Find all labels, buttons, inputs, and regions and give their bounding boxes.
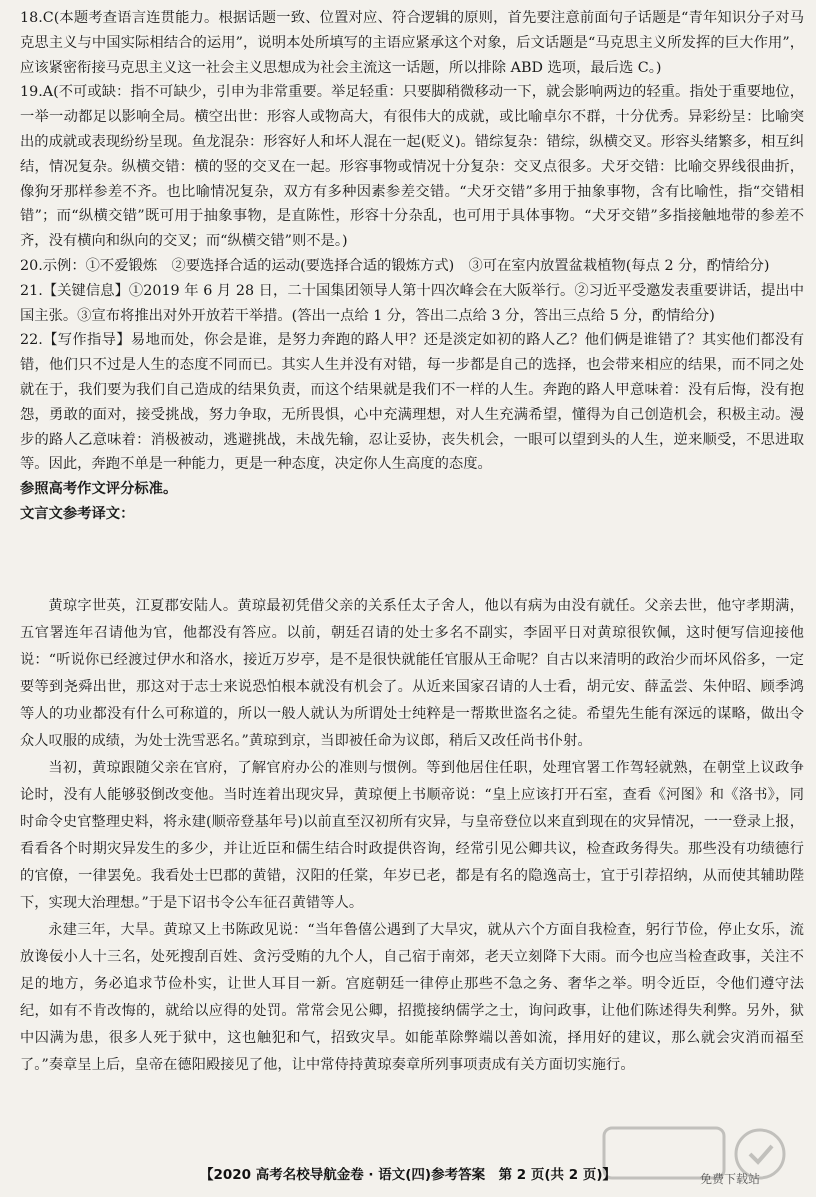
- answer-text: C(本题考查语言连贯能力。根据话题一致、位置对应、符合逻辑的原则，首先要注意前面句子话题是“青年知识分子对马克思主义与中国实际相结合的运用”，说明本处所填写的主语应紧承这个对象，后文话题是“马克思主义所发挥的巨大作用”，应该紧密衔接马克思主义这一社会主义思想成为社会主流这一话题，所以排除 ABD 选项，最后选 C。): [20, 10, 804, 76]
- answer-item: [20, 6, 804, 80]
- answer-text: A(不可或缺：指不可缺少，引申为非常重要。举足轻重：只要脚稍微移动一下，就会影响两边的轻重。指处于重要地位，一举一动都足以影响全局。横空出世：形容人或物高大，有很伟大的成就，或比喻卓尔不群，十分优秀。异彩纷呈：比喻突出的成就或表现纷纷呈现。鱼龙混杂：形容好人和坏人混在一起(贬义)。错综复杂：错综，纵横交叉。形容头绪繁多，相互纠结，情况复杂。纵横交错：横的竖的交叉在一起。形容事物或情况十分复杂：交叉点很多。犬牙交错：比喻交界线很曲折，像狗牙那样参差不齐。也比喻情况复杂，双方有多种因素参差交错。“犬牙交错”多用于抽象事物，含有比喻性，指“交错相错”；而“纵横交错”既可用于抽象事物，是直陈性，形容十分杂乱，也可用于具体事物。“犬牙交错”多指接触地带的参差不齐，没有横向和纵向的交叉；而“纵横交错”则不是。): [20, 84, 804, 250]
- answer-item: [20, 328, 804, 477]
- translation-paragraph: 当初，黄琼跟随父亲在官府，了解官府办公的准则与惯例。等到他居住任职，处理官署工作驾轻就熟，在朝堂上议政争论时，没有人能够驳倒改变他。当时连着出现灾异，黄琼便上书顺帝说：“皇上应该打开石室，查看《河图》和《洛书》，同时命令史官整理史料，将永建(顺帝登基年号)以前直至汉初所有灾异，与皇帝登位以来直到现在的灾异情况，一一登录上报，看看各个时期灾异发生的多少，并让近臣和儒生结合时政提供咨询，经常引见公卿共议，检查政务得失。那些没有功绩德行的官僚，一律罢免。我看处士巴郡的黄错，汉阳的任棠，年岁已老，都是有名的隐逸高士，宜于引荐招纳，从而使其辅助陛下，实现大治理想。”于是下诏书令公车征召黄错等人。: [20, 760, 804, 911]
- translation-heading: 文言文参考译文：: [20, 505, 135, 522]
- answer-number: 21.: [20, 282, 43, 299]
- page-footer: 【2020 高考名校导航金卷 · 语文(四)参考答案 第 2 页(共 2 页)】: [199, 1167, 617, 1183]
- answer-text: 【关键信息】①2019 年 6 月 28 日，二十国集团领导人第十四次峰会在大阪举行。②习近平受邀发表重要讲话，提出中国主张。③宣布将推出对外开放若干举措。(答出一点给 1 分，答出二点给 3 分，答出三点给 5 分，酌情给分): [20, 282, 804, 324]
- answer-list: [20, 6, 804, 527]
- translation-paragraph: 黄琼字世英，江夏郡安陆人。黄琼最初凭借父亲的关系任太子舍人，他以有病为由没有就任。父亲去世，他守孝期满，五官署连年召请他为官，他都没有答应。以前，朝廷召请的处士多名不副实，李固平日对黄琼很钦佩，这时便写信迎接他说：“听说你已经渡过伊水和洛水，接近万岁亭，是不是很快就能任官服从王命呢？自古以来清明的政治少而坏风俗多，一定要等到尧舜出世，那这对于志士来说恐怕根本就没有机会了。从近来国家召请的人士看，胡元安、薛孟尝、朱仲昭、顾季鸿等人的功业都没有什么可称道的，所以一般人就认为所谓处士纯粹是一帮欺世盗名之徒。希望先生能有深远的谋略，做出令众人叹服的成绩，为处士洗雪恶名。”黄琼到京，当即被任命为议郎，稍后又改任尚书仆射。: [20, 598, 804, 749]
- answer-number: 20.: [20, 257, 43, 274]
- answer-item: [20, 80, 804, 254]
- answer-text: 【写作指导】易地而处，你会是谁，是努力奔跑的路人甲？还是淡定如初的路人乙？他们俩是谁错了？其实他们都没有错，他们只不过是人生的态度不同而已。其实人生并没有对错，每一步都是自己的选择，也会带来相应的结果，而不同之处就在于，我们要为我们自己造成的结果负责，而这个结果就是我们不一样的人生。奔跑的路人甲意味着：没有后悔，没有抱怨，勇敢的面对，接受挑战，努力争取，无所畏惧，心中充满理想，对人生充满希望，懂得为自己创造机会，积极主动。漫步的路人乙意味着：消极被动，逃避挑战，未战先输，忍让妥协，丧失机会，一眼可以望到头的人生，逆来顺受，不思进取等。因此，奔跑不单是一种能力，更是一种态度，决定你人生高度的态度。: [20, 332, 804, 473]
- answer-item: [20, 254, 804, 279]
- answer-number: 22.: [20, 332, 43, 349]
- answer-number: 19.: [20, 84, 43, 101]
- answer-text: 示例：①不爱锻炼 ②要选择合适的运动(要选择合适的锻炼方式) ③可在室内放置盆栽植物(每点 2 分，酌情给分): [42, 257, 770, 274]
- scoring-standard-heading: 参照高考作文评分标准。: [20, 481, 178, 498]
- translation-body: [20, 593, 804, 1079]
- watermark-label: 免费下载站: [700, 1172, 761, 1186]
- answer-item: [20, 279, 804, 329]
- answer-number: 18.: [20, 10, 43, 26]
- translation-paragraph: 永建三年，大旱。黄琼又上书陈政见说：“当年鲁僖公遇到了大旱灾，就从六个方面自我检查，躬行节俭，停止女乐，流放谗佞小人十三名，处死搜刮百姓、贪污受贿的九个人，自己宿于南郊，老天立刻降下大雨。而今也应当检查政事，关注不足的地方，务必追求节俭朴实，让世人耳目一新。宫庭朝廷一律停止那些不急之务、奢华之举。明令近臣，令他们遵守法纪，如有不肯改悔的，就给以应得的处罚。常常会见公卿，招揽接纳儒学之士，询问政事，让他们陈述得失利弊。另外，狱中囚满为患，很多人死于狱中，这也触犯和气，招致灾旱。如能革除弊端以善如流，择用好的建议，那么就会灾消而福至了。”奏章呈上后，皇帝在德阳殿接见了他，让中常侍持黄琼奏章所列事项责成有关方面切实施行。: [20, 922, 804, 1073]
